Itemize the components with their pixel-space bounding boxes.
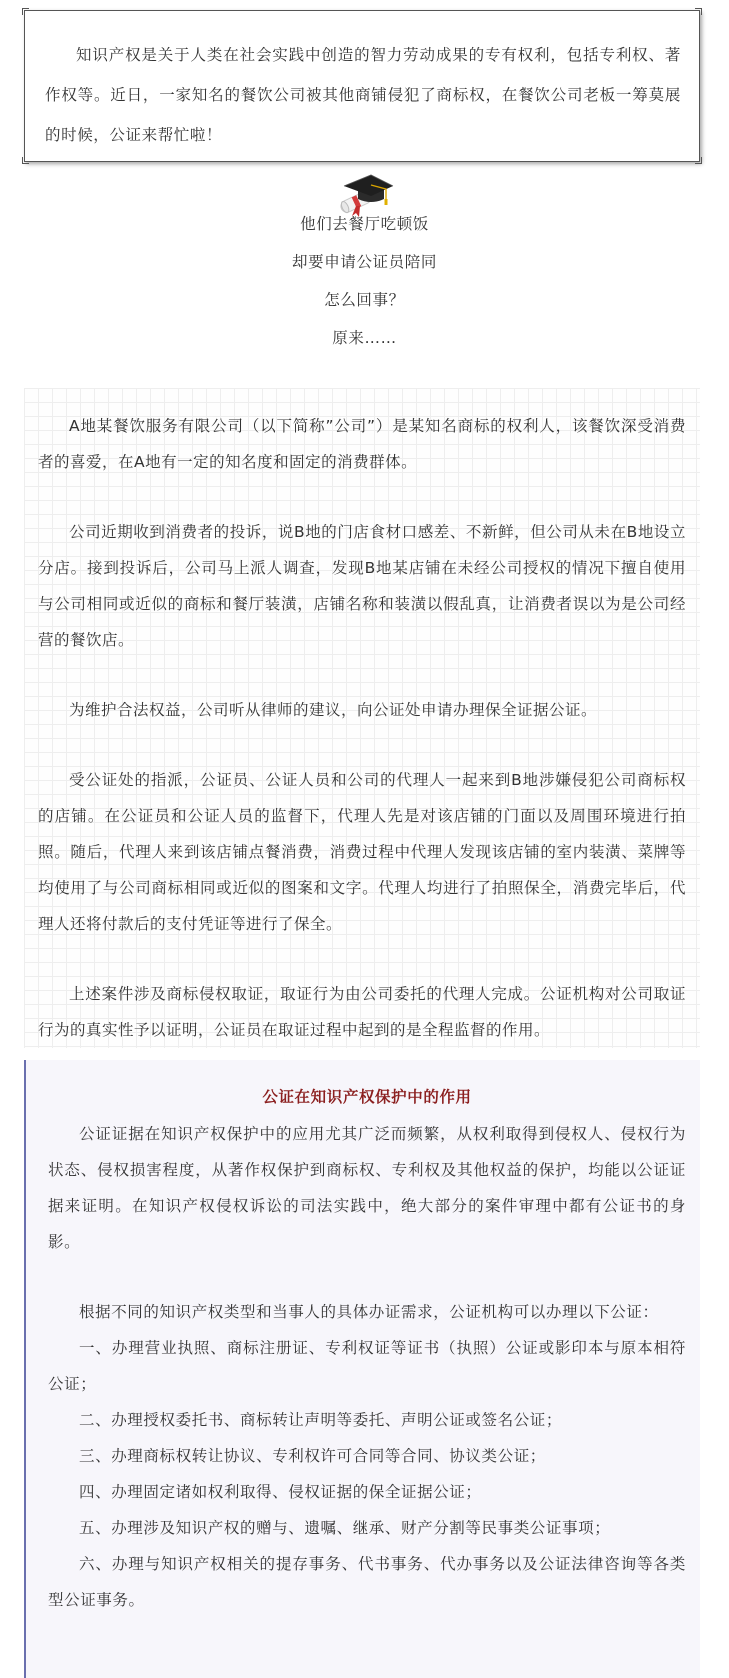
role-paragraph: 公证证据在知识产权保护中的应用尤其广泛而频繁，从权利取得到侵权人、侵权行为状态、侵权损害程度，从著作权保护到商标权、专利权及其他权益的保护，均能以公证证据来证明。在知识产权侵权诉讼的司法实践中，绝大部分的案件审理中都有公证书的身影。 [48, 1125, 686, 1251]
case-paragraph: 上述案件涉及商标侵权取证，取证行为由公司委托的代理人完成。公证机构对公司取证行为的真实性予以证明，公证员在取证过程中起到的是全程监督的作用。 [38, 985, 686, 1039]
teaser-line: 原来…… [332, 329, 397, 347]
role-list-item: 五、办理涉及知识产权的赠与、遗嘱、继承、财产分割等民事类公证事项； [79, 1519, 611, 1537]
intro-box [24, 10, 700, 162]
teaser-line: 却要申请公证员陪同 [292, 253, 437, 271]
corner-decoration [695, 8, 702, 15]
case-paragraph: 为维护合法权益，公司听从律师的建议，向公证处申请办理保全证据公证。 [69, 701, 598, 719]
role-list-item: 一、办理营业执照、商标注册证、专利权证等证书（执照）公证或影印本与原本相符公证； [48, 1339, 686, 1393]
role-paragraph: 根据不同的知识产权类型和当事人的具体办证需求，公证机构可以办理以下公证： [79, 1303, 659, 1321]
role-list-item: 二、办理授权委托书、商标转让声明等委托、声明公证或签名公证； [79, 1411, 563, 1429]
role-list-item: 三、办理商标权转让协议、专利权许可合同等合同、协议类公证； [79, 1447, 546, 1465]
role-list-item: 六、办理与知识产权相关的提存事务、代书事务、代办事务以及公证法律咨询等各类型公证事务。 [48, 1555, 686, 1609]
case-paragraph: 公司近期收到消费者的投诉，说B地的门店食材口感差、不新鲜，但公司从未在B地设立分店。接到投诉后，公司马上派人调查，发现B地某店铺在未经公司授权的情况下擅自使用与公司相同或近似的商标和餐厅装潢，店铺名称和装潢以假乱真，让消费者误以为是公司经营的餐饮店。 [38, 523, 686, 649]
teaser-line: 他们去餐厅吃顿饭 [300, 215, 429, 233]
intro-text: 知识产权是关于人类在社会实践中创造的智力劳动成果的专有权利，包括专利权、著作权等。近日，一家知名的餐饮公司被其他商铺侵犯了商标权，在餐饮公司老板一筹莫展的时候，公证来帮忙啦！ [45, 46, 681, 144]
role-list-item: 四、办理固定诸如权利取得、侵权证据的保全证据公证； [79, 1483, 482, 1501]
role-section-title: 公证在知识产权保护中的作用 [262, 1088, 472, 1106]
case-paragraph: 受公证处的指派，公证员、公证人员和公司的代理人一起来到B地涉嫌侵犯公司商标权的店铺。在公证员和公证人员的监督下，代理人先是对该店铺的门面以及周围环境进行拍照。随后，代理人来到该店铺点餐消费，消费过程中代理人发现该店铺的室内装潢、菜牌等均使用了与公司商标相同或近似的图案和文字。代理人均进行了拍照保全，消费完毕后，代理人还将付款后的支付凭证等进行了保全。 [38, 771, 686, 933]
role-section [24, 1060, 700, 1678]
teaser-line: 怎么回事？ [324, 291, 405, 309]
case-section [24, 388, 700, 1048]
corner-decoration [695, 157, 702, 164]
corner-decoration [22, 8, 29, 15]
corner-decoration [22, 157, 29, 164]
case-paragraph: A地某餐饮服务有限公司（以下简称”公司”）是某知名商标的权利人，该餐饮深受消费者的喜爱，在A地有一定的知名度和固定的消费群体。 [38, 417, 686, 471]
